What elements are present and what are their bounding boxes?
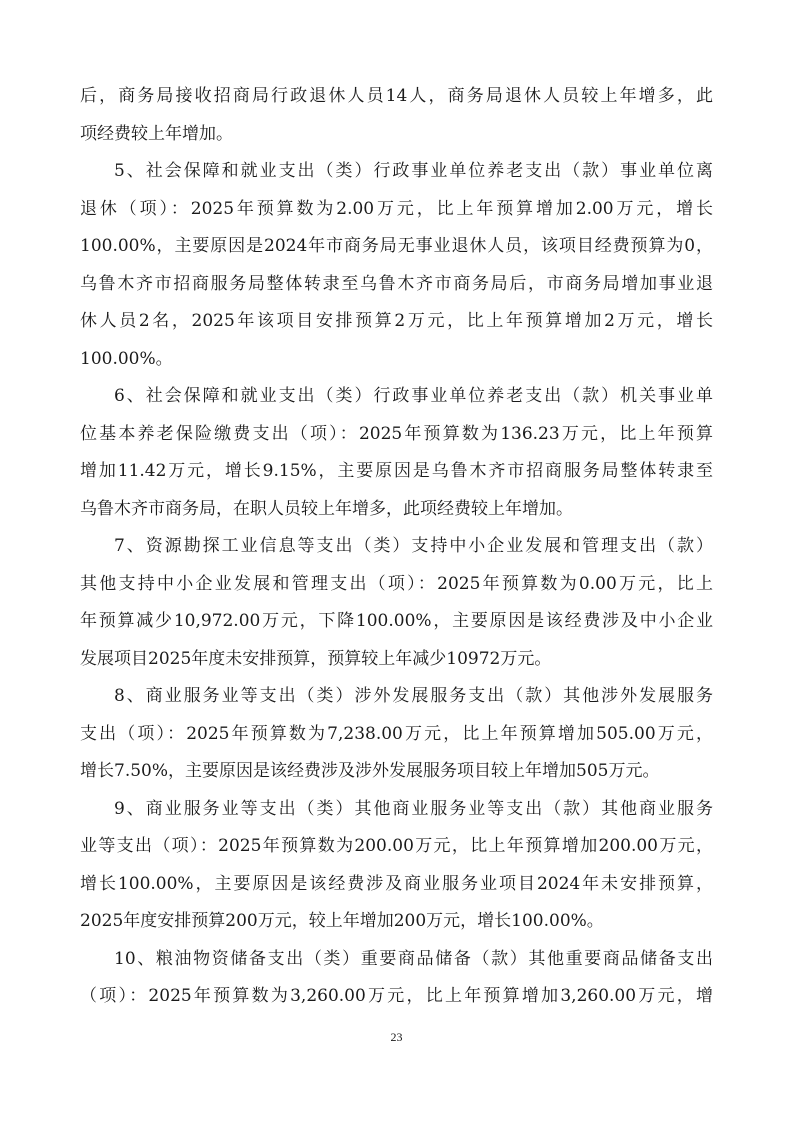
text-line: 10、粮油物资储备支出（类）重要商品储备（款）其他重要商品储备支出	[114, 948, 713, 969]
text-line: 2025年度安排预算200万元，较上年增加200万元，增长100.00%。	[80, 911, 604, 931]
text-line: 业等支出（项）：2025年预算数为200.00万元，比上年预算增加200.00万元，	[80, 836, 713, 856]
paragraph-9	[80, 791, 713, 941]
text-line: 支出（项）：2025年预算数为7,238.00万元，比上年预算增加505.00万元，	[80, 723, 713, 744]
text-line: 休人员2名，2025年该项目安排预算2万元，比上年预算增加2万元，增长	[80, 311, 713, 331]
text-line: 年预算减少10,972.00万元，下降100.00%，主要原因是该经费涉及中小企业	[80, 611, 713, 631]
paragraph-5	[80, 153, 713, 378]
text-line: 后，商务局接收招商局行政退休人员14人，商务局退休人员较上年增多，此	[80, 86, 713, 106]
text-line: 其他支持中小企业发展和管理支出（项）：2025年预算数为0.00万元，比上	[80, 573, 713, 594]
text-line: 增长100.00%，主要原因是该经费涉及商业服务业项目2024年未安排预算，	[80, 873, 713, 894]
paragraph-7	[80, 528, 713, 678]
paragraph-1	[80, 78, 713, 153]
text-line: 乌鲁木齐市商务局，在职人员较上年增多，此项经费较上年增加。	[80, 498, 573, 519]
text-line: 增长7.50%，主要原因是该经费涉及涉外发展服务项目较上年增加505万元。	[80, 761, 660, 781]
text-line: 9、商业服务业等支出（类）其他商业服务业等支出（款）其他商业服务	[114, 798, 713, 819]
text-line: 退休（项）：2025年预算数为2.00万元，比上年预算增加2.00万元，增长	[80, 198, 713, 219]
text-line: 项经费较上年增加。	[80, 123, 233, 144]
text-line: 8、商业服务业等支出（类）涉外发展服务支出（款）其他涉外发展服务	[114, 686, 713, 706]
text-line: 发展项目2025年度未安排预算，预算较上年减少10972万元。	[80, 648, 552, 669]
text-line: 100.00%，主要原因是2024年市商务局无事业退休人员，该项目经费预算为0，	[80, 236, 713, 256]
text-line: 增加11.42万元，增长9.15%，主要原因是乌鲁木齐市招商服务局整体转隶至	[80, 461, 713, 481]
text-line: 6、社会保障和就业支出（类）行政事业单位养老支出（款）机关事业单	[114, 386, 713, 406]
paragraph-6	[80, 378, 713, 528]
text-line: （项）：2025年预算数为3,260.00万元，比上年预算增加3,260.00万元，增	[80, 986, 713, 1006]
text-line: 乌鲁木齐市招商服务局整体转隶至乌鲁木齐市商务局后，市商务局增加事业退	[80, 273, 713, 294]
body-text	[80, 78, 713, 1016]
paragraph-8	[80, 678, 713, 791]
text-line: 7、资源勘探工业信息等支出（类）支持中小企业发展和管理支出（款）	[114, 536, 713, 556]
page-number: 23	[390, 1030, 403, 1044]
paragraph-10	[80, 941, 713, 1016]
text-line: 5、社会保障和就业支出（类）行政事业单位养老支出（款）事业单位离	[114, 161, 713, 181]
text-line: 100.00%。	[80, 348, 173, 369]
text-line: 位基本养老保险缴费支出（项）：2025年预算数为136.23万元，比上年预算	[80, 423, 713, 444]
